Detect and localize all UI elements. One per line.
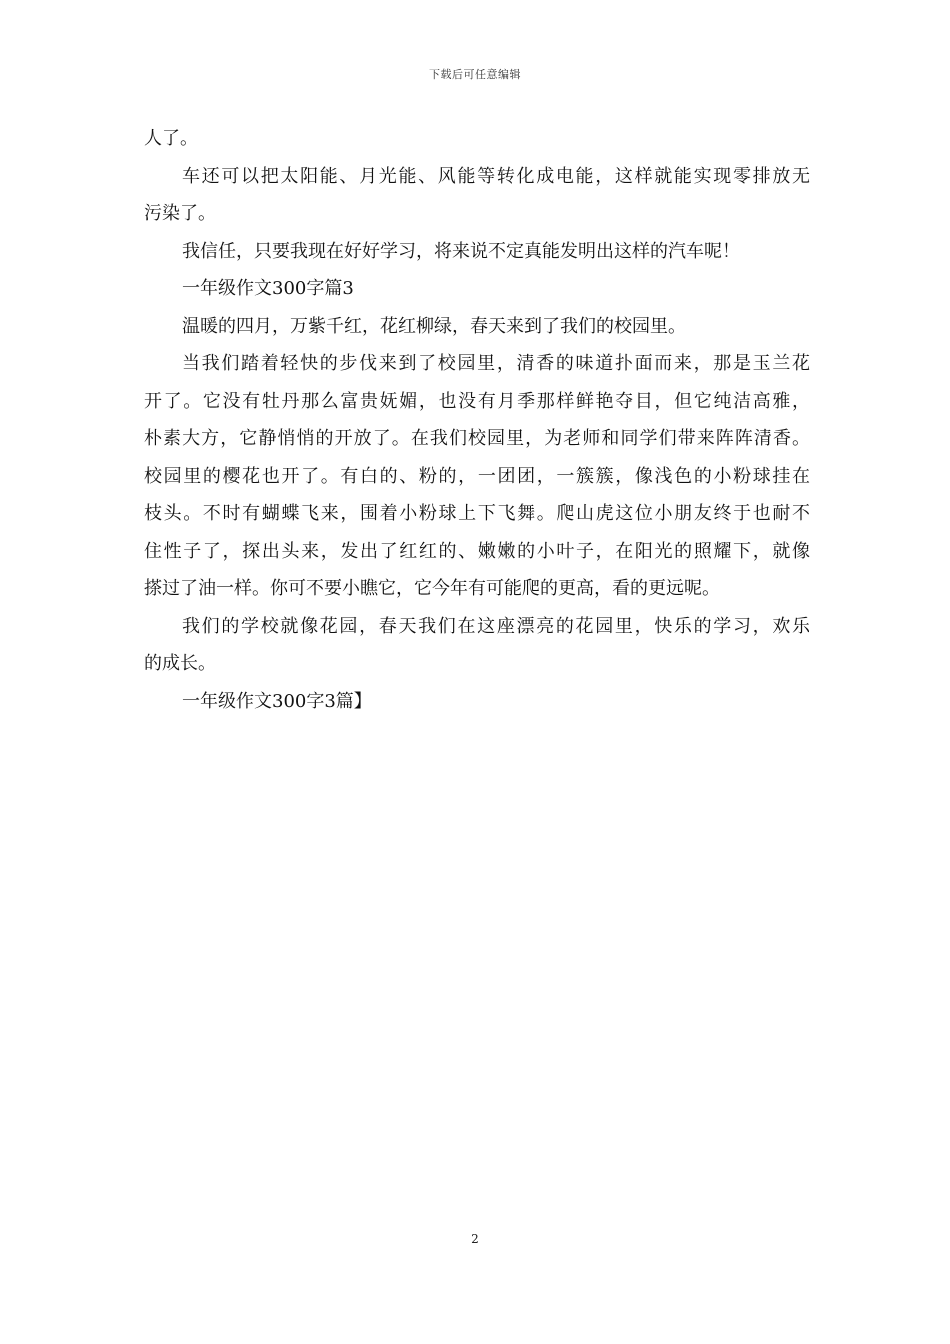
- text-line: 枝头。不时有蝴蝶飞来，围着小粉球上下飞舞。爬山虎这位小朋友终于也耐不: [144, 503, 810, 524]
- text-line: 污染了。: [144, 203, 216, 224]
- page-header: 下载后可任意编辑: [429, 68, 521, 81]
- text-line: 当我们踏着轻快的步伐来到了校园里，清香的味道扑面而来，那是玉兰花: [182, 353, 810, 374]
- page-number: 2: [471, 1232, 479, 1246]
- text-line: 车还可以把太阳能、月光能、风能等转化成电能，这样就能实现零排放无: [182, 165, 810, 187]
- text-line: 朴素大方，它静悄悄的开放了。在我们校园里，为老师和同学们带来阵阵清香。: [144, 428, 810, 449]
- text-line: 搽过了油一样。你可不要小瞧它，它今年有可能爬的更高，看的更远呢。: [144, 578, 720, 599]
- closing-line: 一年级作文300字3篇】: [182, 690, 372, 712]
- text-line: 校园里的樱花也开了。有白的、粉的，一团团，一簇簇，像浅色的小粉球挂在: [144, 465, 810, 487]
- section-heading: 一年级作文300字篇3: [182, 278, 354, 299]
- text-line: 开了。它没有牡丹那么富贵妩媚，也没有月季那样鲜艳夺目，但它纯洁高雅，: [144, 390, 810, 412]
- text-line: 温暖的四月，万紫千红，花红柳绿，春天来到了我们的校园里。: [182, 315, 686, 337]
- text-line: 人了。: [144, 128, 198, 149]
- text-line: 我信任，只要我现在好好学习，将来说不定真能发明出这样的汽车呢！: [182, 240, 740, 262]
- text-line: 的成长。: [144, 653, 216, 674]
- text-line: 我们的学校就像花园，春天我们在这座漂亮的花园里，快乐的学习，欢乐: [182, 615, 810, 637]
- document-body: [144, 120, 810, 720]
- text-line: 住性子了，探出头来，发出了红红的、嫩嫩的小叶子，在阳光的照耀下，就像: [144, 540, 810, 562]
